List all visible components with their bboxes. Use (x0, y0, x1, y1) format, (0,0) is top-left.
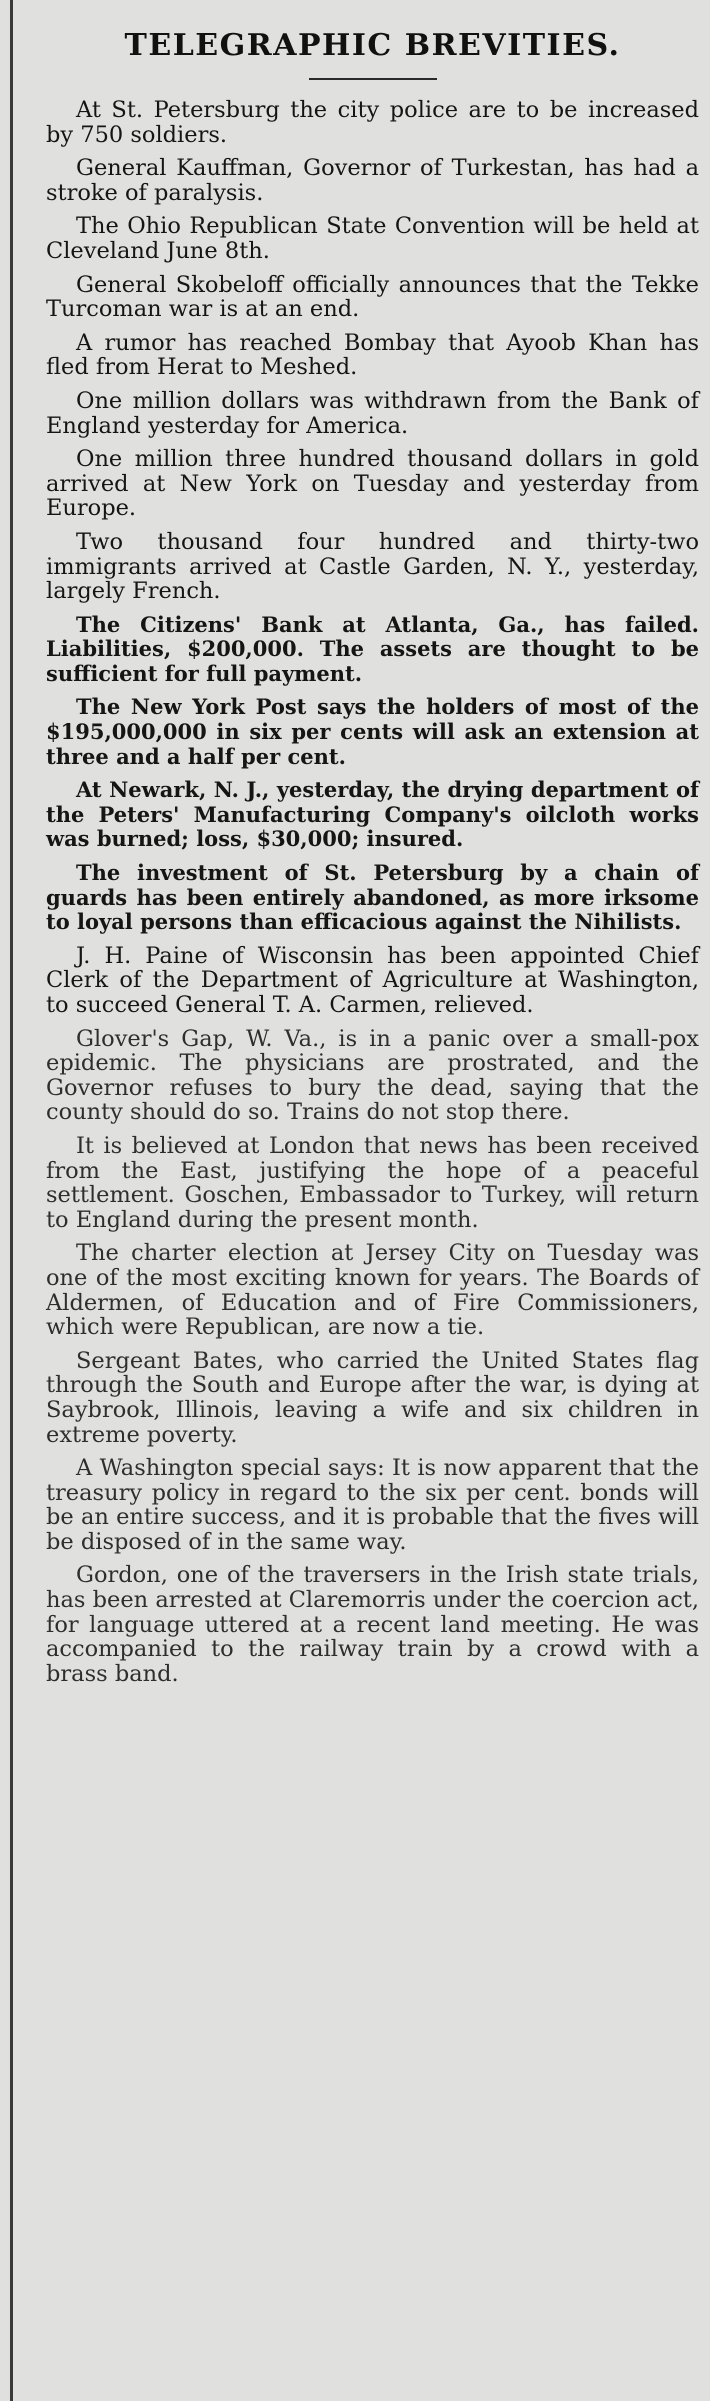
headline: TELEGRAPHIC BREVITIES. (124, 28, 621, 63)
column-rule (10, 0, 13, 2401)
news-item-london-settlement: It is believed at London that news has been received from the East, justifying the hope of a peaceful settlement. Goschen, Embassador to Turkey, will return to England during the present month. (46, 1132, 699, 1233)
news-item-kauffman: General Kauffman, Governor of Turkestan, has had a stroke of paralysis. (46, 155, 699, 206)
news-item-st-petersburg-guards: The investment of St. Petersburg by a chain of guards has been entirely abandoned, as more irksome to loyal persons than efficacious against the Nihilists. (46, 860, 699, 935)
news-item-skobeloff: General Skobeloff officially announces that the Tekke Turcoman war is at an end. (46, 271, 699, 323)
news-item-police: At St. Petersburg the city police are to be increased by 750 soldiers. (46, 97, 699, 148)
news-item-gold-arrival: One million three hundred thousand dollars in gold arrived at New York on Tuesday and yesterday from Europe. (46, 446, 699, 522)
news-item-paine: J. H. Paine of Wisconsin has been appointed Chief Clerk of the Department of Agriculture at Washington, to succeed General T. A. Carmen, relieved. (46, 942, 699, 1018)
news-item-sergeant-bates: Sergeant Bates, who carried the United States flag through the South and Europe after the war, is dying at Saybrook, Illinois, leaving a wife and six children in extreme poverty. (46, 1347, 699, 1448)
news-item-immigrants: Two thousand four hundred and thirty-two immigrants arrived at Castle Garden, N. Y., yesterday, largely French. (46, 528, 699, 605)
news-item-glovers-gap: Glover's Gap, W. Va., is in a panic over a small-pox epidemic. The physicians are prostrated, and the Governor refuses to bury the dead, saying that the county should do so. Trains do not stop there. (46, 1025, 699, 1126)
headline-rule (309, 78, 437, 80)
news-item-bank-of-england: One million dollars was withdrawn from the Bank of England yesterday for America. (46, 387, 699, 439)
news-item-gordon: Gordon, one of the traversers in the Irish state trials, has been arrested at Claremorris under the coercion act, for language uttered at a recent land meeting. He was accompanied to the railway train by a crowd with a brass band. (46, 1562, 699, 1687)
news-item-ny-post: The New York Post says the holders of most of the $195,000,000 in six per cents will ask an extension at three and a half per cent. (46, 694, 699, 769)
article-column (46, 0, 699, 1695)
news-item-citizens-bank: The Citizens' Bank at Atlanta, Ga., has failed. Liabilities, $200,000. The assets are thought to be sufficient for full payment. (46, 611, 699, 686)
news-item-newark-fire: At Newark, N. J., yesterday, the drying department of the Peters' Manufacturing Company's oilcloth works was burned; loss, $30,000; insured. (46, 777, 699, 852)
news-item-ohio-convention: The Ohio Republican State Convention will be held at Cleveland June 8th. (46, 213, 699, 264)
news-item-ayoob-khan: A rumor has reached Bombay that Ayoob Khan has fled from Herat to Meshed. (46, 329, 699, 381)
news-item-jersey-city: The charter election at Jersey City on Tuesday was one of the most exciting known for years. The Boards of Aldermen, of Education and of Fire Commissioners, which were Republican, are now a tie. (46, 1240, 699, 1341)
news-item-washington-special: A Washington special says: It is now apparent that the treasury policy in regard to the six per cent. bonds will be an entire success, and it is probable that the fives will be disposed of in the same way. (46, 1455, 699, 1555)
